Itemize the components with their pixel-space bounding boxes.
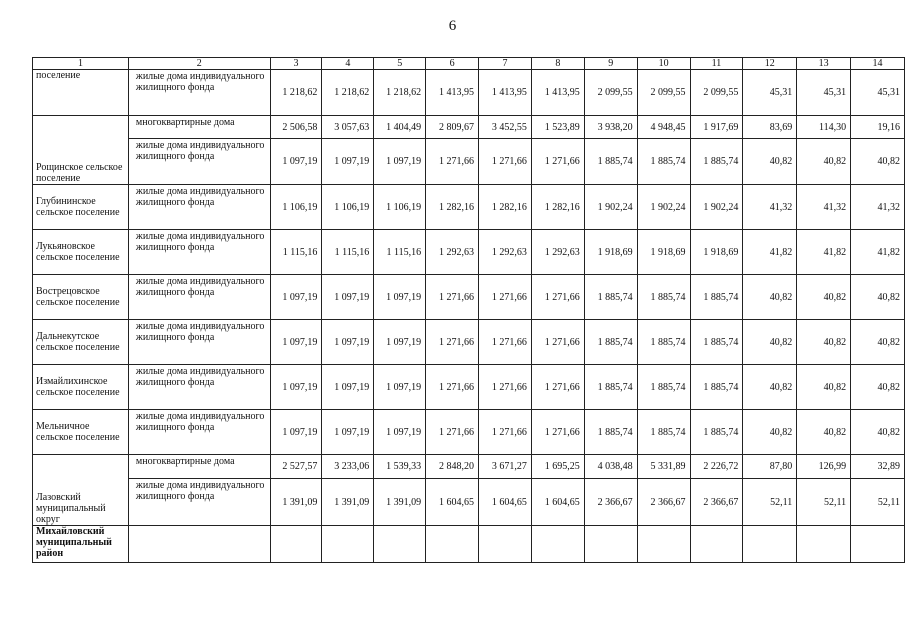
value-cell (479, 526, 532, 563)
column-header: 4 (322, 58, 374, 70)
region-name: Лукьяновское сельское поселение (33, 230, 129, 275)
region-name: Мельничное сельское поселение (33, 410, 129, 455)
value-cell (270, 526, 322, 563)
column-header: 6 (426, 58, 479, 70)
value-cell: 1 271,66 (479, 275, 532, 320)
value-cell (374, 526, 426, 563)
value-cell: 3 233,06 (322, 455, 374, 479)
value-cell: 1 271,66 (426, 320, 479, 365)
housing-type (128, 526, 270, 563)
value-cell: 1 917,69 (690, 116, 743, 139)
value-cell: 41,82 (743, 230, 797, 275)
value-cell: 1 885,74 (584, 410, 637, 455)
value-cell: 3 057,63 (322, 116, 374, 139)
region-name: Вострецовское сельское поселение (33, 275, 129, 320)
value-cell: 1 292,63 (426, 230, 479, 275)
value-cell: 1 413,95 (531, 70, 584, 116)
housing-type: жилые дома индивидуального жилищного фонда (128, 139, 270, 185)
value-cell: 1 604,65 (531, 479, 584, 526)
value-cell (851, 526, 905, 563)
table-body (33, 70, 905, 563)
value-cell: 40,82 (797, 275, 851, 320)
value-cell: 40,82 (743, 320, 797, 365)
housing-type: жилые дома индивидуального жилищного фонда (128, 410, 270, 455)
value-cell: 52,11 (797, 479, 851, 526)
value-cell: 1 391,09 (374, 479, 426, 526)
value-cell: 1 218,62 (322, 70, 374, 116)
column-header: 2 (128, 58, 270, 70)
value-cell: 2 366,67 (637, 479, 690, 526)
value-cell: 1 271,66 (479, 320, 532, 365)
value-cell (531, 526, 584, 563)
value-cell (426, 526, 479, 563)
value-cell: 41,82 (851, 230, 905, 275)
header-row (33, 58, 905, 70)
value-cell: 1 271,66 (479, 365, 532, 410)
value-cell: 2 366,67 (584, 479, 637, 526)
value-cell: 2 506,58 (270, 116, 322, 139)
housing-type: жилые дома индивидуального жилищного фонда (128, 230, 270, 275)
region-name: Глубининское сельское поселение (33, 185, 129, 230)
value-cell: 1 404,49 (374, 116, 426, 139)
page-number: 6 (448, 18, 457, 34)
value-cell: 1 918,69 (637, 230, 690, 275)
value-cell: 1 885,74 (584, 320, 637, 365)
value-cell: 1 604,65 (426, 479, 479, 526)
value-cell: 1 918,69 (690, 230, 743, 275)
value-cell: 1 271,66 (479, 410, 532, 455)
value-cell: 1 391,09 (322, 479, 374, 526)
value-cell: 1 097,19 (322, 139, 374, 185)
value-cell: 1 097,19 (270, 320, 322, 365)
value-cell: 1 282,16 (479, 185, 532, 230)
column-header: 3 (270, 58, 322, 70)
value-cell: 2 366,67 (690, 479, 743, 526)
value-cell: 40,82 (797, 139, 851, 185)
column-header: 14 (851, 58, 905, 70)
value-cell: 1 292,63 (479, 230, 532, 275)
value-cell: 1 271,66 (531, 275, 584, 320)
value-cell: 2 226,72 (690, 455, 743, 479)
value-cell: 45,31 (851, 70, 905, 116)
value-cell: 1 885,74 (584, 365, 637, 410)
value-cell: 1 292,63 (531, 230, 584, 275)
table-row (33, 185, 905, 230)
value-cell: 1 539,33 (374, 455, 426, 479)
housing-type: многоквартирные дома (128, 455, 270, 479)
housing-type: многоквартирные дома (128, 116, 270, 139)
value-cell (584, 526, 637, 563)
value-cell: 1 097,19 (374, 320, 426, 365)
table-row (33, 70, 905, 116)
value-cell: 40,82 (743, 365, 797, 410)
table-row (33, 479, 905, 526)
value-cell: 1 097,19 (270, 410, 322, 455)
value-cell: 83,69 (743, 116, 797, 139)
value-cell: 1 885,74 (690, 139, 743, 185)
value-cell: 45,31 (743, 70, 797, 116)
table-row (33, 139, 905, 185)
value-cell: 1 885,74 (584, 139, 637, 185)
column-header: 13 (797, 58, 851, 70)
value-cell: 3 938,20 (584, 116, 637, 139)
table-row (33, 526, 905, 563)
value-cell: 1 218,62 (374, 70, 426, 116)
value-cell: 1 885,74 (690, 365, 743, 410)
value-cell: 4 038,48 (584, 455, 637, 479)
column-header: 9 (584, 58, 637, 70)
value-cell (743, 526, 797, 563)
value-cell: 1 271,66 (531, 320, 584, 365)
value-cell: 1 885,74 (690, 410, 743, 455)
value-cell: 1 413,95 (426, 70, 479, 116)
value-cell: 1 271,66 (531, 139, 584, 185)
value-cell: 40,82 (743, 139, 797, 185)
value-cell: 1 902,24 (584, 185, 637, 230)
value-cell: 114,30 (797, 116, 851, 139)
value-cell: 3 671,27 (479, 455, 532, 479)
region-name: Лазовский муниципальный округ (33, 455, 129, 526)
value-cell: 1 115,16 (374, 230, 426, 275)
value-cell: 1 271,66 (479, 139, 532, 185)
value-cell: 1 097,19 (322, 365, 374, 410)
value-cell (690, 526, 743, 563)
value-cell: 1 097,19 (322, 320, 374, 365)
housing-type: жилые дома индивидуального жилищного фонда (128, 185, 270, 230)
value-cell: 40,82 (851, 139, 905, 185)
value-cell: 1 097,19 (322, 275, 374, 320)
value-cell: 40,82 (851, 320, 905, 365)
value-cell: 87,80 (743, 455, 797, 479)
column-header: 11 (690, 58, 743, 70)
value-cell: 1 885,74 (690, 320, 743, 365)
value-cell: 1 106,19 (270, 185, 322, 230)
table-row (33, 320, 905, 365)
value-cell: 1 391,09 (270, 479, 322, 526)
value-cell (797, 526, 851, 563)
table-row (33, 455, 905, 479)
region-name: Дальнекутское сельское поселение (33, 320, 129, 365)
value-cell: 2 099,55 (637, 70, 690, 116)
value-cell: 1 885,74 (637, 410, 690, 455)
value-cell: 1 885,74 (637, 275, 690, 320)
value-cell: 1 218,62 (270, 70, 322, 116)
value-cell: 40,82 (851, 365, 905, 410)
housing-type: жилые дома индивидуального жилищного фонда (128, 320, 270, 365)
value-cell: 40,82 (743, 410, 797, 455)
value-cell (322, 526, 374, 563)
table-row (33, 230, 905, 275)
table-row (33, 365, 905, 410)
value-cell: 126,99 (797, 455, 851, 479)
value-cell: 1 115,16 (270, 230, 322, 275)
value-cell: 1 271,66 (426, 410, 479, 455)
value-cell: 1 271,66 (531, 365, 584, 410)
housing-type: жилые дома индивидуального жилищного фонда (128, 365, 270, 410)
region-name: Рощинское сельское поселение (33, 116, 129, 185)
value-cell: 1 902,24 (637, 185, 690, 230)
table-row (33, 275, 905, 320)
value-cell: 2 099,55 (690, 70, 743, 116)
value-cell: 1 097,19 (374, 139, 426, 185)
value-cell: 3 452,55 (479, 116, 532, 139)
column-header: 8 (531, 58, 584, 70)
region-name: Михайловский муниципальный район (33, 526, 129, 563)
value-cell: 40,82 (797, 410, 851, 455)
value-cell: 1 106,19 (374, 185, 426, 230)
value-cell: 1 413,95 (479, 70, 532, 116)
column-header: 5 (374, 58, 426, 70)
value-cell: 1 885,74 (637, 365, 690, 410)
value-cell: 52,11 (851, 479, 905, 526)
table-row (33, 410, 905, 455)
housing-type: жилые дома индивидуального жилищного фонда (128, 275, 270, 320)
value-cell: 1 271,66 (426, 365, 479, 410)
value-cell: 40,82 (797, 365, 851, 410)
value-cell: 41,82 (797, 230, 851, 275)
value-cell (637, 526, 690, 563)
value-cell: 40,82 (797, 320, 851, 365)
value-cell: 41,32 (743, 185, 797, 230)
value-cell: 1 885,74 (637, 139, 690, 185)
tariff-table (32, 57, 905, 563)
value-cell: 41,32 (851, 185, 905, 230)
region-name: поселение (33, 70, 129, 116)
value-cell: 1 885,74 (690, 275, 743, 320)
value-cell: 1 097,19 (374, 275, 426, 320)
value-cell: 1 885,74 (637, 320, 690, 365)
column-header: 12 (743, 58, 797, 70)
value-cell: 2 527,57 (270, 455, 322, 479)
value-cell: 1 271,66 (531, 410, 584, 455)
value-cell: 2 848,20 (426, 455, 479, 479)
value-cell: 1 523,89 (531, 116, 584, 139)
value-cell: 40,82 (851, 275, 905, 320)
value-cell: 1 115,16 (322, 230, 374, 275)
value-cell: 1 097,19 (374, 410, 426, 455)
value-cell: 19,16 (851, 116, 905, 139)
value-cell: 1 282,16 (426, 185, 479, 230)
value-cell: 40,82 (743, 275, 797, 320)
value-cell: 1 097,19 (270, 275, 322, 320)
value-cell: 1 106,19 (322, 185, 374, 230)
value-cell: 1 918,69 (584, 230, 637, 275)
value-cell: 1 282,16 (531, 185, 584, 230)
value-cell: 1 604,65 (479, 479, 532, 526)
value-cell: 40,82 (851, 410, 905, 455)
value-cell: 1 097,19 (374, 365, 426, 410)
value-cell: 1 097,19 (270, 139, 322, 185)
value-cell: 1 271,66 (426, 275, 479, 320)
table-row (33, 116, 905, 139)
value-cell: 1 885,74 (584, 275, 637, 320)
value-cell: 5 331,89 (637, 455, 690, 479)
value-cell: 2 099,55 (584, 70, 637, 116)
value-cell: 2 809,67 (426, 116, 479, 139)
value-cell: 1 271,66 (426, 139, 479, 185)
housing-type: жилые дома индивидуального жилищного фонда (128, 70, 270, 116)
column-header: 10 (637, 58, 690, 70)
value-cell: 1 097,19 (322, 410, 374, 455)
housing-type: жилые дома индивидуального жилищного фонда (128, 479, 270, 526)
column-header: 1 (33, 58, 129, 70)
value-cell: 41,32 (797, 185, 851, 230)
value-cell: 1 097,19 (270, 365, 322, 410)
value-cell: 32,89 (851, 455, 905, 479)
value-cell: 45,31 (797, 70, 851, 116)
region-name: Измайлихинское сельское поселение (33, 365, 129, 410)
value-cell: 52,11 (743, 479, 797, 526)
value-cell: 1 695,25 (531, 455, 584, 479)
value-cell: 1 902,24 (690, 185, 743, 230)
value-cell: 4 948,45 (637, 116, 690, 139)
column-header: 7 (479, 58, 532, 70)
